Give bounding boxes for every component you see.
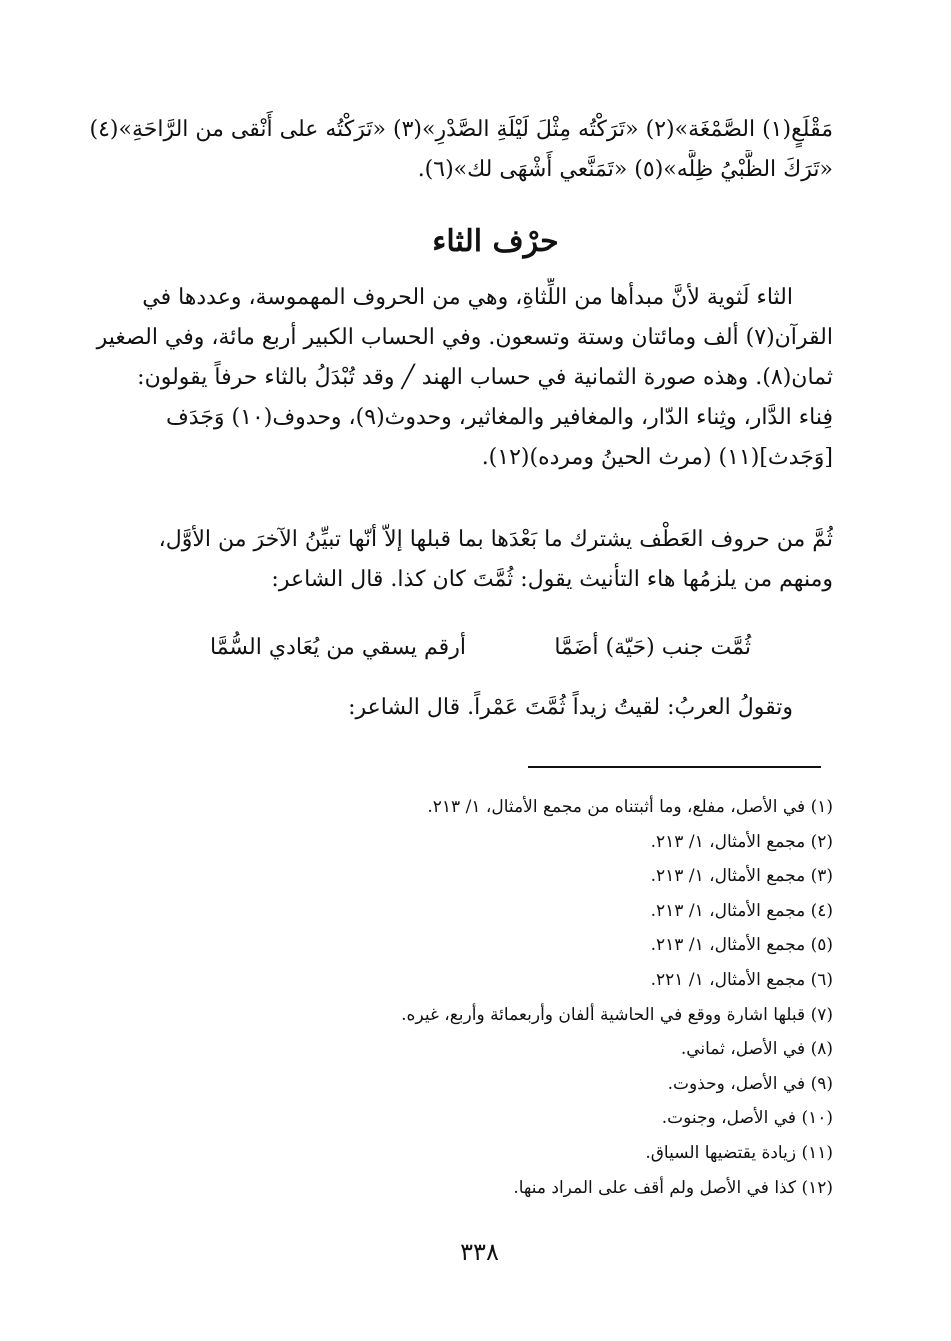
- footnote: (٩) في الأصل، وحذوت.: [667, 1073, 833, 1094]
- text-line: ثمان(٨). وهذه صورة الثمانية في حساب الهند ╱ وقد تُبْدَلُ بالثاء حرفاً يقولون:: [137, 365, 833, 390]
- footnote: (١) في الأصل، مفلع، وما أثبتناه من مجمع الأمثال، ١/ ٢١٣.: [427, 797, 833, 817]
- footnote: (٧) قبلها اشارة ووقع في الحاشية ألفان وأربعمائة وأربع، غيره.: [401, 1004, 833, 1025]
- footnote-divider: [528, 766, 821, 768]
- poetry-verse: [210, 628, 751, 668]
- text-line: مَقْلَعٍ(١) الصَّمْغَة»(٢) «تَرَكْتُه مِثْلَ لَيْلَةِ الصَّدْرِ»(٣) «تَرَكْتُه على أَنْقى من الرَّاحَةِ»(٤): [89, 117, 833, 142]
- arab-saying-paragraph: [88, 688, 833, 728]
- footnote: (٨) في الأصل، ثماني.: [680, 1039, 833, 1060]
- text-line: فِناء الدَّار، وثِناء الدّار، والمغافير والمغاثير، وحدوث(٩)، وحدوف(١٠) وَجَدَف: [165, 405, 833, 430]
- footnote: (١٠) في الأصل، وجنوت.: [661, 1108, 833, 1129]
- text-line: وتقولُ العربُ: لقيتُ زيداً ثُمَّتَ عَمْراً. قال الشاعر:: [348, 695, 793, 720]
- footnote: (٣) مجمع الأمثال، ١/ ٢١٣.: [650, 866, 833, 887]
- text-line: ومنهم من يلزمُها هاء التأنيث يقول: ثُمَّتَ كان كذا. قال الشاعر:: [271, 567, 833, 592]
- tha-paragraph: [88, 278, 833, 478]
- thumma-paragraph: [88, 520, 833, 600]
- verse-second-hemistich: أرقم يسقي من يُعَادي السُّمَّا: [210, 635, 466, 660]
- footnote: (٥) مجمع الأمثال، ١/ ٢١٣.: [650, 935, 833, 956]
- footnote: (١١) زيادة يقتضيها السياق.: [645, 1142, 833, 1163]
- section-heading: حرْف الثاء: [432, 224, 559, 259]
- text-line: «تَرَكَ الظَّبْيُ ظِلَّه»(٥) «تَمَنَّعي أَشْهَى لك»(٦).: [417, 157, 833, 182]
- footnote: (٤) مجمع الأمثال، ١/ ٢١٣.: [650, 900, 833, 921]
- footnotes: [373, 790, 833, 1205]
- page-number: ٣٣٨: [460, 1238, 499, 1266]
- footnote: (١٢) كذا في الأصل ولم أقف على المراد منها.: [513, 1177, 833, 1198]
- text-line: [وَجَدث](١١) (مرث الحينُ ومرده)(١٢).: [481, 445, 833, 470]
- text-line: القرآن(٧) ألف ومائتان وستة وتسعون. وفي الحساب الكبير أربع مائة، وفي الصغير: [96, 325, 833, 350]
- text-line: الثاء لَثوية لأنَّ مبدأها من اللِّثاةِ، وهي من الحروف المهموسة، وعددها في: [142, 285, 793, 310]
- proverbs-continuation: [88, 110, 833, 190]
- text-line: ثُمَّ من حروف العَطْف يشترك ما بَعْدَها بما قبلها إلاّ أنّها تبيِّنُ الآخرَ من الأوَّل،: [158, 527, 833, 552]
- verse-first-hemistich: ثُمَّت جنب (حَيّة) أضَمَّا: [554, 635, 751, 660]
- footnote: (٦) مجمع الأمثال، ١/ ٢٢١.: [650, 969, 833, 990]
- footnote: (٢) مجمع الأمثال، ١/ ٢١٣.: [650, 831, 833, 852]
